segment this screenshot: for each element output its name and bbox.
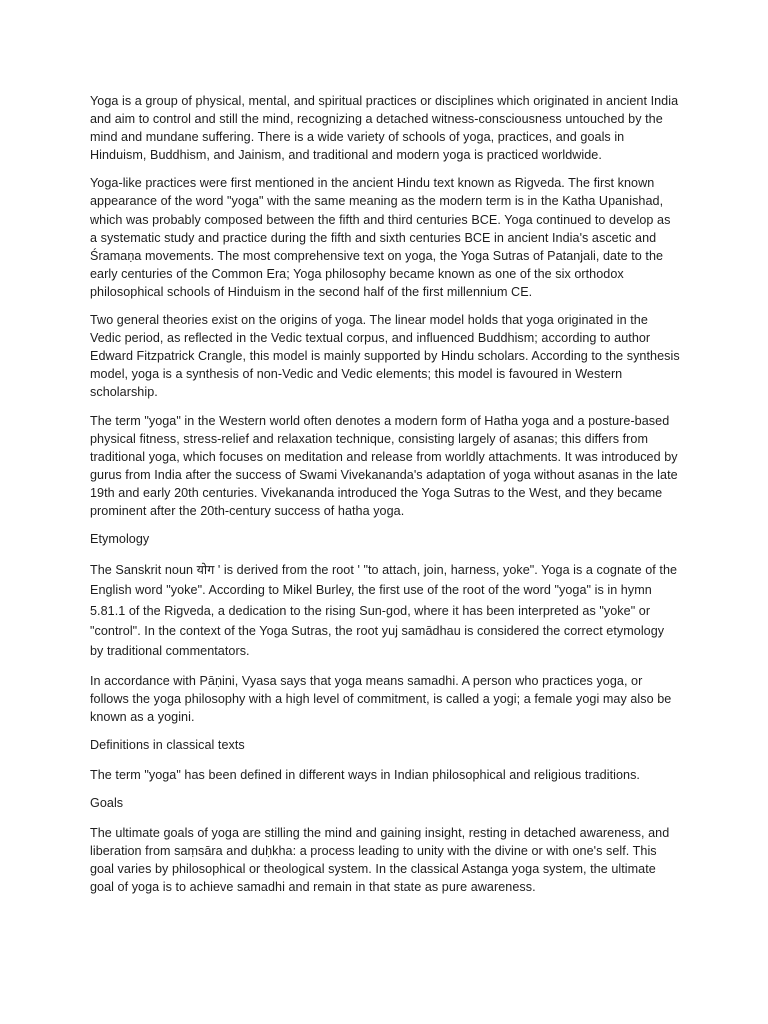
paragraph-origins: Two general theories exist on the origins of yoga. The linear model holds that yoga originated in the Vedic period, as reflected in the Vedic textual corpus, and influenced Buddhism; according to author Edward Fitzpatrick Crangle, this model is mainly supported by Hindu scholars. According to the synthesis model, yoga is a synthesis of non-Vedic and Vedic elements; this model is favoured in Western scholarship. [90, 313, 680, 400]
heading-etymology: Etymology [90, 532, 150, 547]
heading-goals: Goals [90, 796, 124, 811]
paragraph-western: The term "yoga" in the Western world often denotes a modern form of Hatha yoga and a posture-based physical fitness, stress-relief and relaxation technique, consisting largely of asanas; this differs from traditional yoga, which focuses on meditation and release from worldly attachments. It was introduced by gurus from India after the success of Swami Vivekananda's adaptation of yoga without asanas in the late 19th and early 20th centuries. Vivekananda introduced the Yoga Sutras to the West, and they became prominent after the 20th-century success of hatha yoga. [90, 413, 678, 518]
paragraph-intro: Yoga is a group of physical, mental, and spiritual practices or disciplines which originated in ancient India and aim to control and still the mind, recognizing a detached witness-consciousness untouched by the mind and mundane suffering. There is a wide variety of schools of yoga, practices, and goals in Hinduism, Buddhism, and Jainism, and traditional and modern yoga is practiced worldwide. [90, 94, 679, 163]
paragraph-goals: The ultimate goals of yoga are stilling the mind and gaining insight, resting in detached awareness, and liberation from saṃsāra and duḥkha: a process leading to unity with the divine or with one's self. This goal varies by philosophical or theological system. In the classical Astanga yoga system, the ultimate goal of yoga is to achieve samadhi and remain in that state as pure awareness. [90, 826, 670, 895]
paragraph-samadhi: In accordance with Pāṇini, Vyasa says that yoga means samadhi. A person who practices yoga, or follows the yoga philosophy with a high level of commitment, is called a yogi; a female yogi may also be known as a yogini. [90, 673, 672, 724]
paragraph-etymology: The Sanskrit noun योग ' is derived from the root ' "to attach, join, harness, yoke". Yoga is a cognate of the English word "yoke". According to Mikel Burley, the first use of the root of the word "yoga" is in hymn 5.81.1 of the Rigveda, a dedication to the rising Sun-god, where it has been interpreted as "yoke" or "control". In the context of the Yoga Sutras, the root yuj samādhau is considered the correct etymology by traditional commentators. [90, 563, 678, 659]
document-body [90, 92, 680, 907]
paragraph-history: Yoga-like practices were first mentioned in the ancient Hindu text known as Rigveda. The first known appearance of the word "yoga" with the same meaning as the modern term is in the Katha Upanishad, which was probably composed between the fifth and third centuries BCE. Yoga continued to develop as a systematic study and practice during the fifth and sixth centuries BCE in ancient India's ascetic and Śramaṇa movements. The most comprehensive text on yoga, the Yoga Sutras of Patanjali, date to the early centuries of the Common Era; Yoga philosophy became known as one of the six orthodox philosophical schools of Hinduism in the second half of the first millennium CE. [90, 176, 671, 299]
heading-definitions: Definitions in classical texts [90, 737, 245, 752]
paragraph-definitions: The term "yoga" has been defined in different ways in Indian philosophical and religious traditions. [90, 768, 640, 783]
